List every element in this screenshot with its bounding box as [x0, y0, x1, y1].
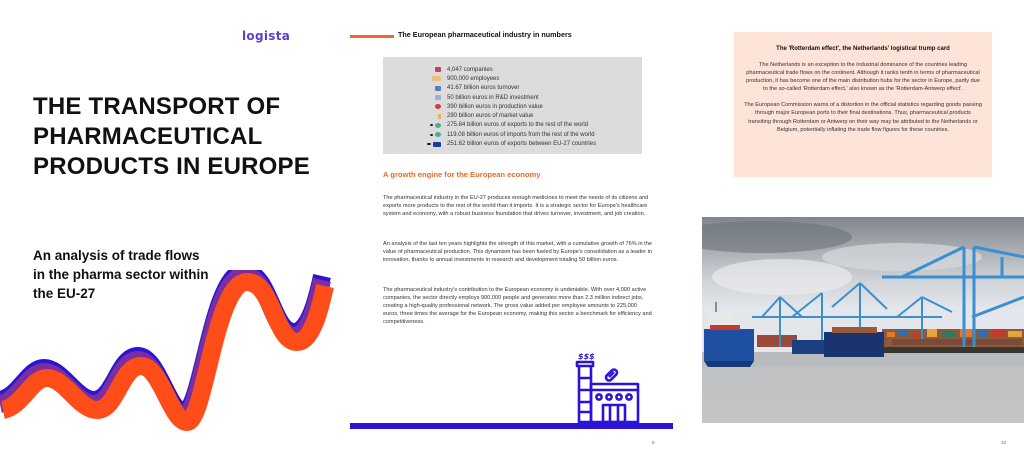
- port-photo: [702, 217, 1024, 423]
- stat-row: [423, 93, 642, 102]
- stat-text: 390 billion euros in production value: [447, 103, 543, 110]
- body-paragraph: The pharmaceutical industry in the EU-27 produces enough medicines to meet the needs of its citizens and exports more products to the rest of the world than it imports. It is a strategic sector for Europe's healthcare system and economy, with a robust business foundation that drives turnover, investment, and job creation.: [383, 195, 649, 218]
- market-icon: [423, 113, 441, 120]
- stat-row: [423, 130, 642, 139]
- stat-text: 119.08 billion euros of imports from the rest of the world: [447, 131, 595, 138]
- page-10: [685, 0, 1024, 456]
- stat-text: 900,000 employees: [447, 75, 500, 82]
- stat-row: [423, 121, 642, 130]
- research-icon: [423, 94, 441, 101]
- page-number: 10: [1001, 440, 1007, 445]
- callout-paragraph: The European Commission warns of a distortion in the official statistics regarding goods passing through major European ports to their final destinations. Thus, pharmaceutical products transiting through Rotterdam or Antwerp on their way may be attributed to the Netherlands or Belgium, potentially inflating the trade flow figures for these countries.: [744, 102, 982, 133]
- body-paragraph: The pharmaceutical industry's contribution to the European economy is undeniable. With over 4,000 active companies, the sector directly employs 900,000 people and generates more than 2.3 million indirect jobs, creating a high-quality professional network. The gross value added per employee amounts to 225,000 euros, three times the average for the European economy, making this sector a benchmark for efficiency and competitiveness.: [383, 287, 652, 326]
- growth-section-title: A growth engine for the European economy: [383, 170, 541, 179]
- callout-paragraph: The Netherlands is an exception to the industrial dominance of the countries leading pharmaceutical trade flows on the continent. Although it ranks tenth in terms of pharmaceutical production, it has become one of the main distribution hubs for the sector in Europe, partly due to the so-called 'Rotterdam effect,' also known as the 'Rotterdam-Antwerp effect'.: [746, 62, 980, 93]
- stat-row: [423, 111, 642, 120]
- stats-box: [383, 57, 642, 154]
- page-number: 5: [652, 440, 655, 445]
- stat-row: [423, 84, 642, 93]
- stat-text: 251.62 billion euros of exports between EU-27 countries: [447, 141, 597, 148]
- stat-row: [423, 139, 642, 148]
- cover-page: [0, 0, 340, 456]
- import-globe-icon: [423, 131, 441, 138]
- export-globe-icon: [423, 122, 441, 129]
- stat-row: [423, 65, 642, 74]
- svg-text:$$$: $$$: [578, 352, 595, 361]
- factory-icon: [423, 66, 441, 73]
- bottom-accent-bar: [350, 423, 673, 429]
- stat-row: [423, 74, 642, 83]
- stat-text: 50 billion euros in R&D investment: [447, 94, 539, 101]
- eu-flag-icon: [423, 141, 441, 148]
- rotterdam-callout-box: [734, 32, 992, 177]
- logista-logo: logista: [242, 29, 291, 43]
- callout-title: The 'Rotterdam effect', the Netherlands' logistical trump card: [776, 46, 950, 52]
- stat-row: [423, 102, 642, 111]
- people-icon: [423, 75, 441, 82]
- production-icon: [423, 103, 441, 110]
- page-5: [340, 0, 685, 456]
- pharma-factory-icon: [574, 350, 654, 424]
- section-title: The European pharmaceutical industry in numbers: [398, 30, 572, 39]
- section-accent-rule: [350, 35, 394, 38]
- stat-text: 4,047 companies: [447, 66, 493, 73]
- cover-subtitle: An analysis of trade flows in the pharma sector within the EU-27: [33, 248, 209, 301]
- cover-title: THE TRANSPORT OF PHARMACEUTICAL PRODUCTS IN EUROPE: [33, 93, 310, 180]
- stat-text: 275.84 billion euros of exports to the rest of the world: [447, 122, 589, 129]
- cash-register-icon: [423, 85, 441, 92]
- body-paragraph: An analysis of the last ten years highlights the strength of this market, with a cumulative growth of 76% in the value of pharmaceutical production. This dynamism has been fueled by Europe's consolidation as a leader in innovation, thanks to annual investments in research and development totaling 50 billion euros.: [383, 241, 653, 264]
- stat-text: 41.67 billion euros turnover: [447, 85, 520, 92]
- wave-ribbon-graphic: [0, 270, 340, 456]
- stat-text: 290 billion euros of market value: [447, 113, 534, 120]
